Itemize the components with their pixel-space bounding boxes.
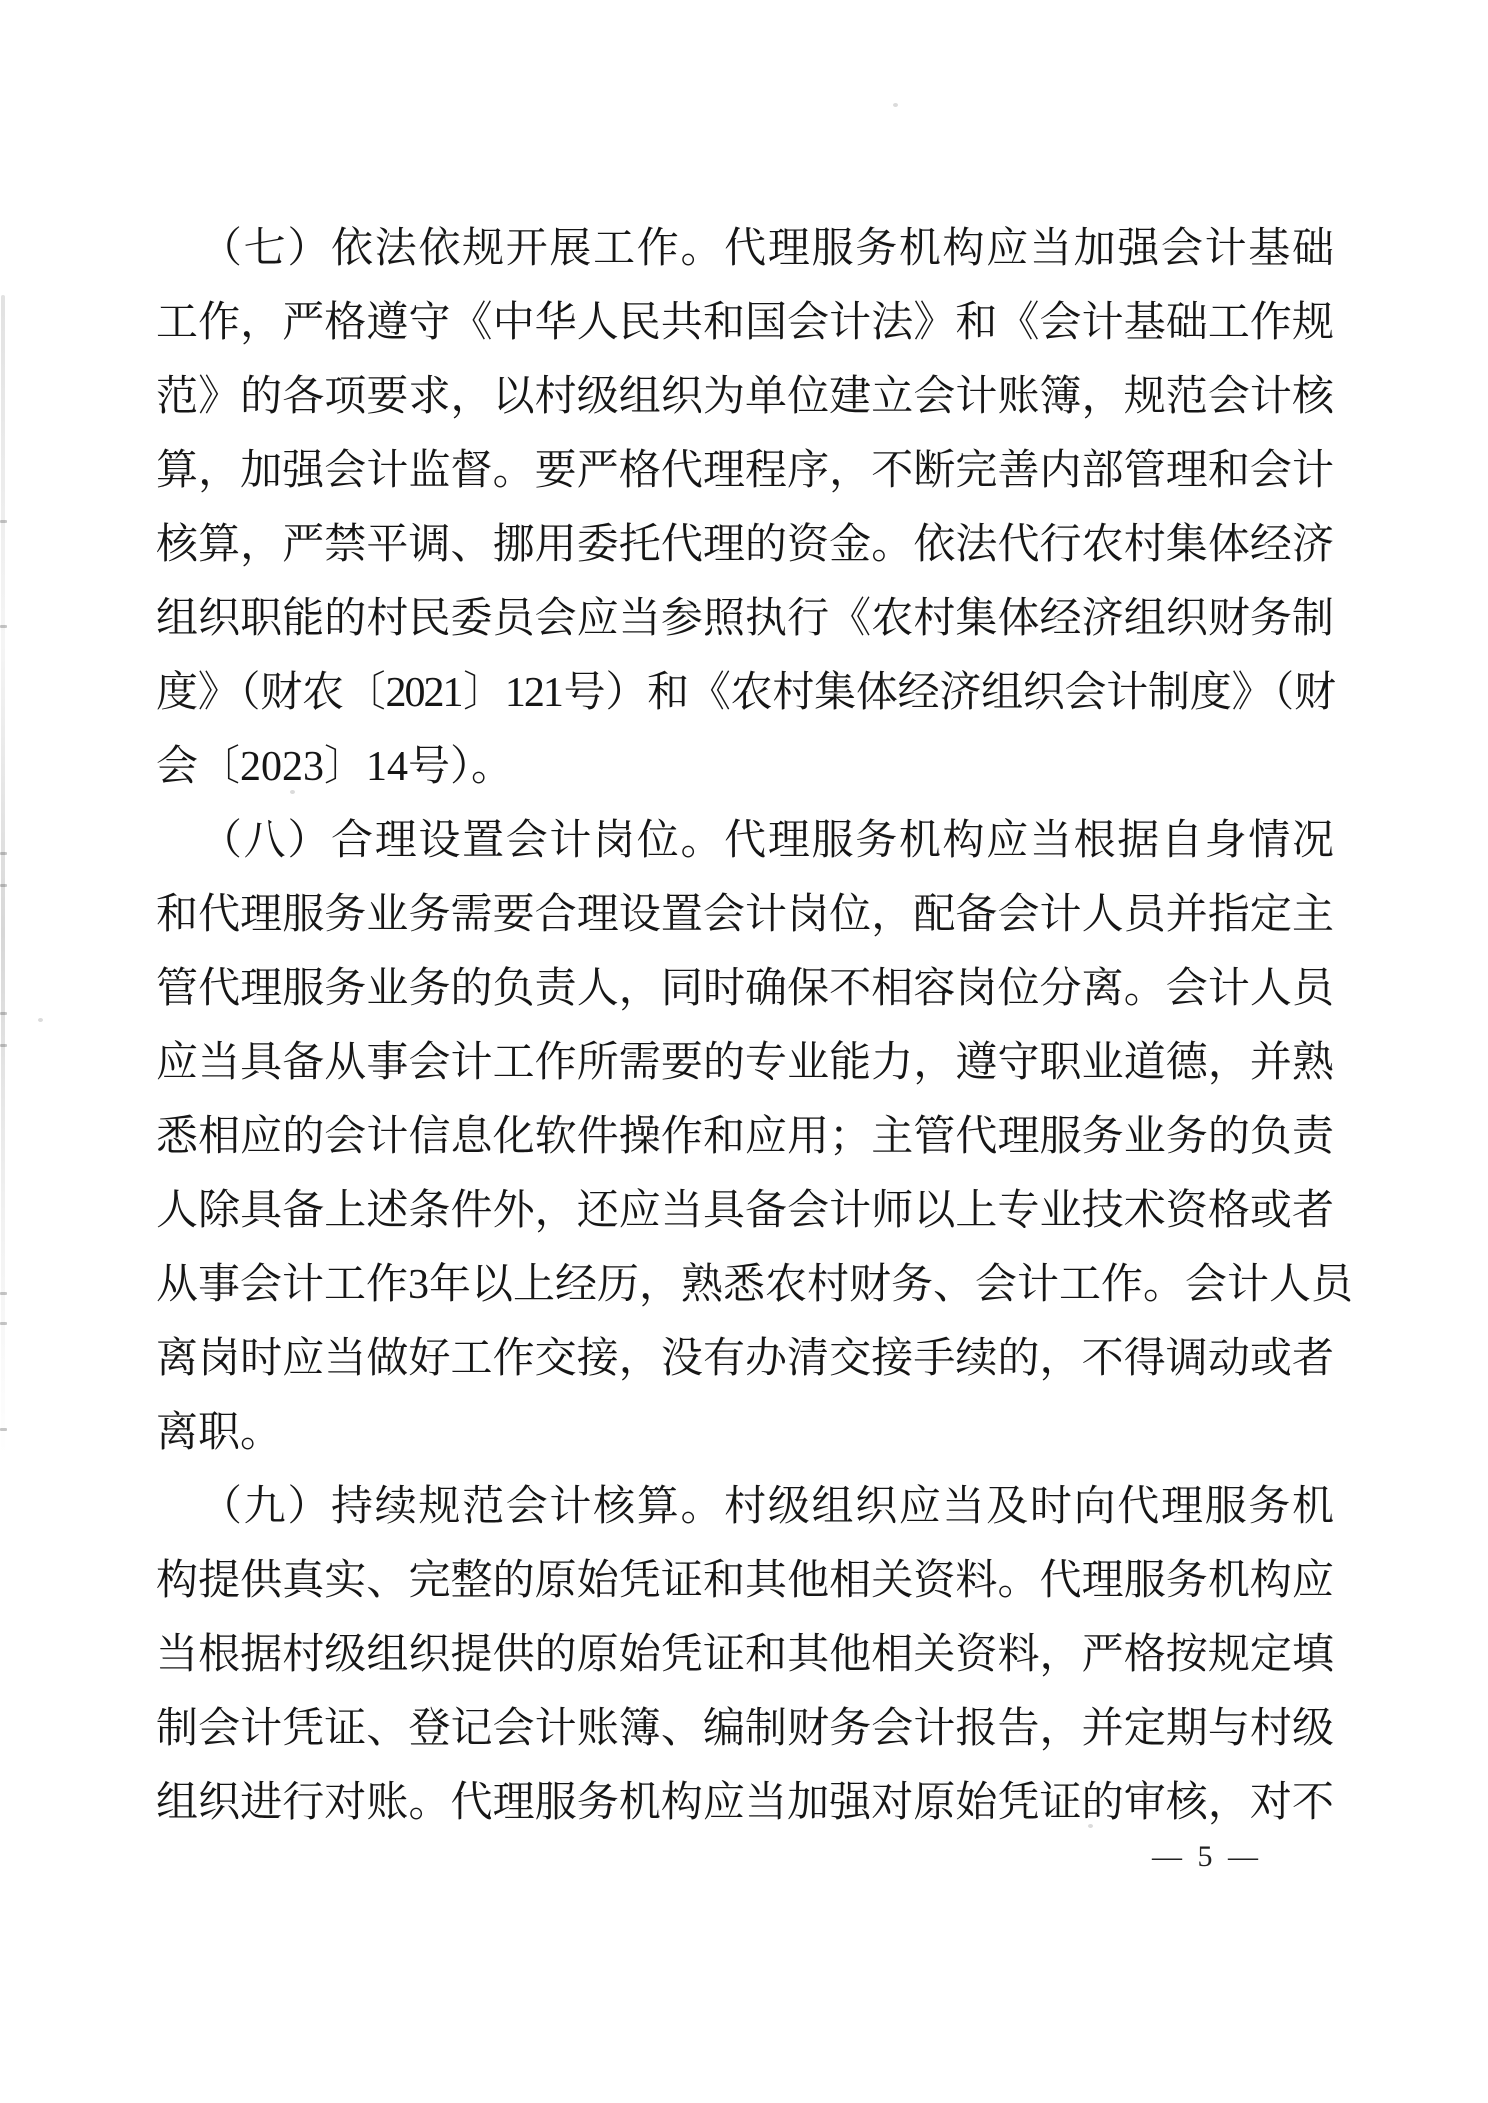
text-line: 构提供真实、完整的原始凭证和其他相关资料。代理服务机构应 <box>156 1558 1334 1604</box>
text-line: 制会计凭证、登记会计账簿、编制财务会计报告，并定期与村级 <box>156 1706 1334 1752</box>
text-line: 范》的各项要求，以村级组织为单位建立会计账簿，规范会计核 <box>156 374 1334 420</box>
scan-artifact-tick <box>0 520 7 523</box>
scan-artifact-tick <box>0 625 7 628</box>
text-line: 工作，严格遵守《中华人民共和国会计法》和《会计基础工作规 <box>156 300 1334 346</box>
page-number: — 5 — <box>1152 1840 1262 1873</box>
text-line: 核算，严禁平调、挪用委托代理的资金。依法代行农村集体经济 <box>156 522 1334 568</box>
text-line: 度》（财农〔2021〕121号）和《农村集体经济组织会计制度》（财 <box>156 670 1334 716</box>
text-line: 应当具备从事会计工作所需要的专业能力，遵守职业道德，并熟 <box>156 1040 1334 1086</box>
scan-artifact-tick <box>0 1292 7 1295</box>
paragraph-item-7 <box>156 212 1334 804</box>
text-line: 离职。 <box>156 1410 283 1456</box>
scan-speck <box>893 103 898 107</box>
text-line: （七）依法依规开展工作。代理服务机构应当加强会计基础 <box>200 226 1334 272</box>
text-line: 和代理服务业务需要合理设置会计岗位，配备会计人员并指定主 <box>156 892 1334 938</box>
text-line: 离岗时应当做好工作交接，没有办清交接手续的，不得调动或者 <box>156 1336 1334 1382</box>
paragraph-item-9 <box>156 1470 1334 1840</box>
text-line: 从事会计工作3年以上经历，熟悉农村财务、会计工作。会计人员 <box>156 1262 1354 1308</box>
paragraph-item-8 <box>156 804 1354 1470</box>
text-line: 悉相应的会计信息化软件操作和应用；主管代理服务业务的负责 <box>156 1114 1334 1160</box>
scan-artifact-edge <box>1 295 5 1455</box>
document-body <box>156 212 1354 1840</box>
scan-speck <box>38 1018 43 1022</box>
scan-artifact-tick <box>0 852 7 855</box>
text-line: 当根据村级组织提供的原始凭证和其他相关资料，严格按规定填 <box>156 1632 1334 1678</box>
text-line: （九）持续规范会计核算。村级组织应当及时向代理服务机 <box>200 1484 1334 1530</box>
text-line: 会〔2023〕14号）。 <box>156 744 514 790</box>
scan-artifact-tick <box>0 1428 7 1431</box>
scan-artifact-tick <box>0 1322 7 1325</box>
text-line: 人除具备上述条件外，还应当具备会计师以上专业技术资格或者 <box>156 1188 1334 1234</box>
scan-artifact-tick <box>0 884 7 887</box>
scan-artifact-tick <box>0 1044 7 1047</box>
text-line: （八）合理设置会计岗位。代理服务机构应当根据自身情况 <box>200 818 1334 864</box>
text-line: 组织进行对账。代理服务机构应当加强对原始凭证的审核，对不 <box>156 1780 1334 1826</box>
scan-artifact-tick <box>0 1012 7 1015</box>
text-line: 算，加强会计监督。要严格代理程序，不断完善内部管理和会计 <box>156 448 1334 494</box>
text-line: 组织职能的村民委员会应当参照执行《农村集体经济组织财务制 <box>156 596 1334 642</box>
text-line: 管代理服务业务的负责人，同时确保不相容岗位分离。会计人员 <box>156 966 1334 1012</box>
